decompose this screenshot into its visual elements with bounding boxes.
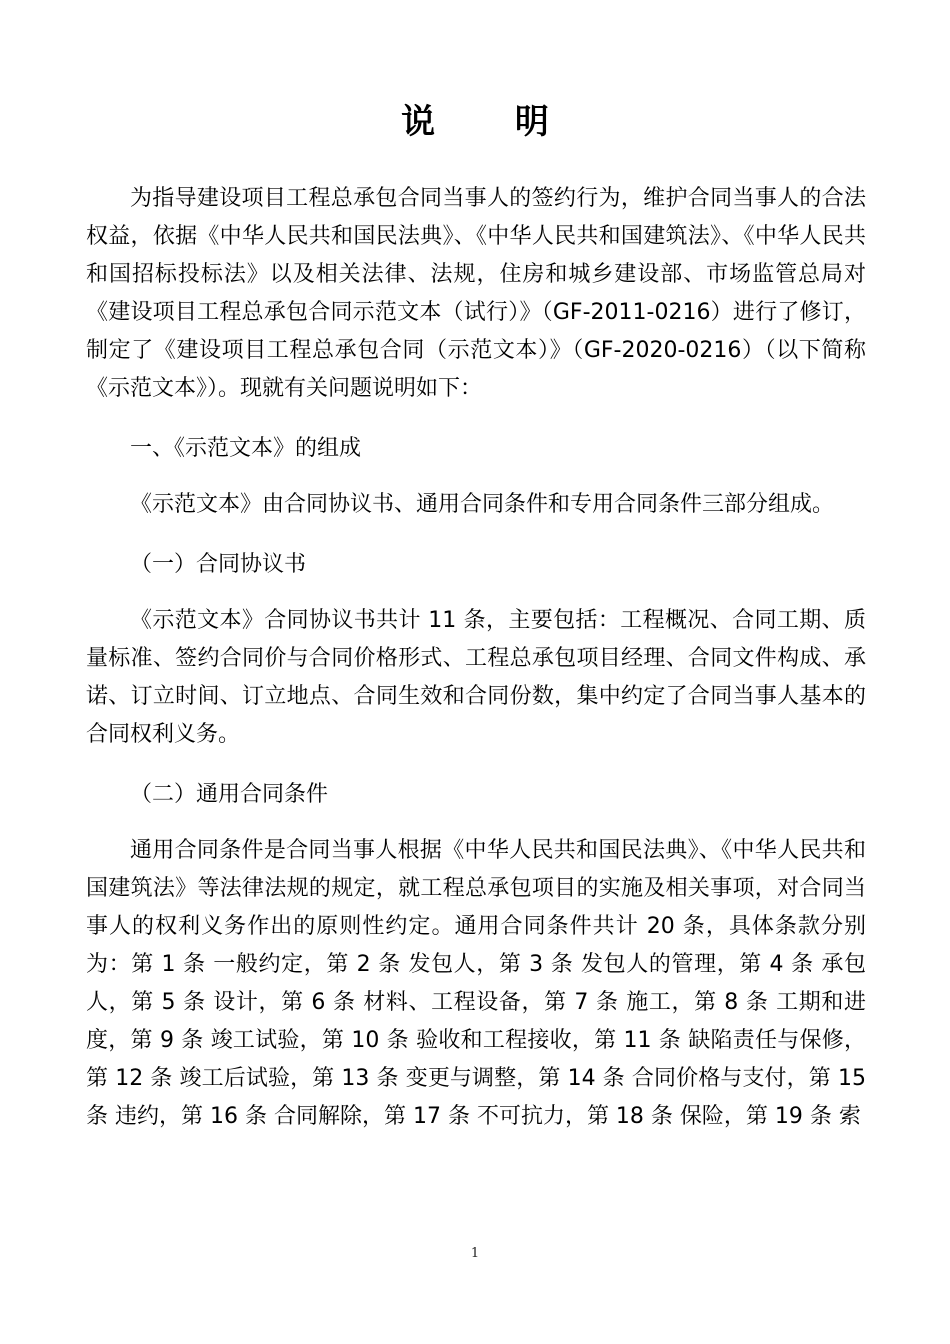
subsection-heading-general-conditions: （二）通用合同条件 [130, 782, 329, 807]
page-title: 说 明 [401, 102, 583, 142]
intro-paragraph: 为指导建设项目工程总承包合同当事人的签约行为，维护合同当事人的合法权益，依据《中华人民共和国民法典》、《中华人民共和国建筑法》、《中华人民共和国招标投标法》以及相关法律、法规，住房和城乡建设部、市场监管总局对《建设项目工程总承包合同示范文本（试行）》（GF-2011-0216）进行了修订，制定了《建设项目工程总承包合同（示范文本）》（GF-2020-0216）（以下简称《示范文本》）。现就有关问题说明如下： [86, 186, 866, 401]
section-heading-1: 一、《示范文本》的组成 [130, 436, 362, 461]
composition-paragraph: 《示范文本》由合同协议书、通用合同条件和专用合同条件三部分组成。 [130, 492, 835, 517]
agreement-paragraph: 《示范文本》合同协议书共计 11 条，主要包括：工程概况、合同工期、质量标准、签约合同价与合同价格形式、工程总承包项目经理、合同文件构成、承诺、订立时间、订立地点、合同生效和合同份数，集中约定了合同当事人基本的合同权利义务。 [86, 608, 866, 747]
general-conditions-paragraph: 通用合同条件是合同当事人根据《中华人民共和国民法典》、《中华人民共和国建筑法》等法律法规的规定，就工程总承包项目的实施及相关事项，对合同当事人的权利义务作出的原则性约定。通用合同条件共计 20 条，具体条款分别为：第 1 条 一般约定，第 2 条 发包人，第 3 条 发包人的管理，第 4 条 承包人，第 5 条 设计，第 6 条 材料、工程设备，第 7 条 施工，第 8 条 工期和进度，第 9 条 竣工试验，第 10 条 验收和工程接收，第 11 条 缺陷责任与保修，第 12 条 竣工后试验，第 13 条 变更与调整，第 14 条 合同价格与支付，第 15 条 违约，第 16 条 合同解除，第 17 条 不可抗力，第 18 条 保险，第 19 条 索 [86, 838, 866, 1129]
page-number: 1 [470, 1246, 480, 1261]
document-body [86, 180, 866, 1136]
subsection-heading-agreement: （一）合同协议书 [130, 552, 307, 577]
